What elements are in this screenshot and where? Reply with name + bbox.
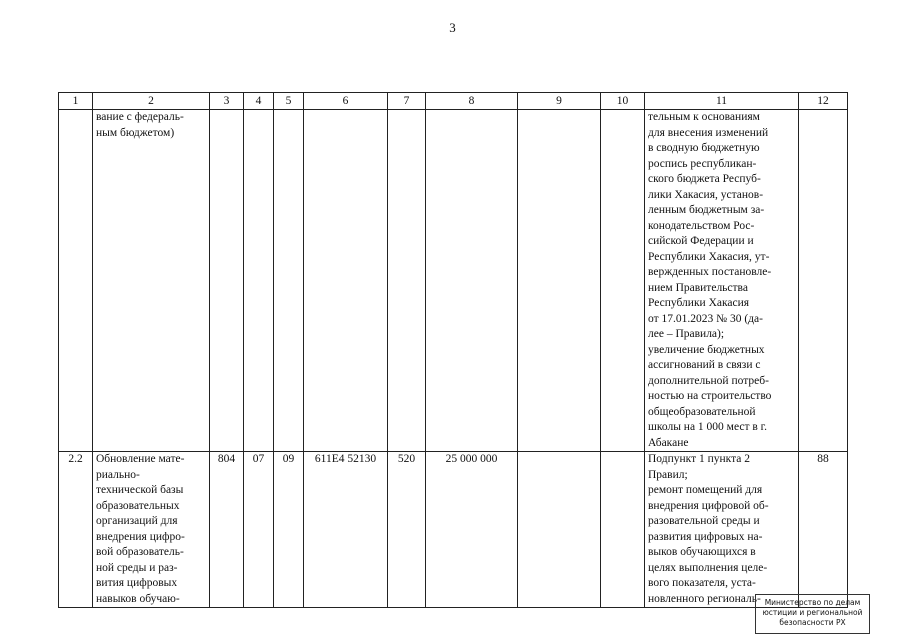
cell-amount	[426, 110, 518, 452]
cell-section	[244, 110, 274, 452]
header-row	[59, 93, 848, 110]
cell-subsection: 09	[274, 452, 304, 608]
cell-name: вание с федераль- ным бюджетом)	[93, 110, 210, 452]
cell-target-article: 611Е4 52130	[304, 452, 388, 608]
header-cell-3: 3	[210, 93, 244, 110]
header-cell-9: 9	[518, 93, 601, 110]
header-cell-4: 4	[244, 93, 274, 110]
cell-expense-type	[388, 110, 426, 452]
cell-col12: 88	[799, 452, 848, 608]
cell-col10	[601, 452, 645, 608]
cell-basis: тельным к основаниям для внесения изменений в сводную бюджетную роспись республикан- ского бюджета Респуб- лики Хакасия, установ- ленным бюджетным за- конодательством Рос- сийской Федерации и Республики Хакасия, ут- вержденных постановле- нием Правительства Республики Хакасия от 17.01.2023 № 30 (да- лее – Правила); увеличение бюджетных ассигнований в связи с дополнительной потреб- ностью на строительство общеобразовательной школы на 1 000 мест в г. Абакане	[645, 110, 799, 452]
stamp-line: юстиции и региональной	[762, 608, 863, 617]
cell-col9	[518, 110, 601, 452]
cell-target-article	[304, 110, 388, 452]
header-cell-2: 2	[93, 93, 210, 110]
table-row-continued	[59, 110, 848, 452]
cell-name: Обновление мате- риально- технической базы образовательных организаций для внедрения цифро- вой образователь- ной среды и раз- вития цифровых навыков обучаю-	[93, 452, 210, 608]
header-cell-7: 7	[388, 93, 426, 110]
registration-stamp	[755, 594, 870, 634]
cell-amount: 25 000 000	[426, 452, 518, 608]
cell-ministry-code	[210, 110, 244, 452]
cell-col10	[601, 110, 645, 452]
table-row-2-2	[59, 452, 848, 608]
header-cell-1: 1	[59, 93, 93, 110]
page-number: 3	[449, 20, 456, 35]
header-cell-6: 6	[304, 93, 388, 110]
cell-section: 07	[244, 452, 274, 608]
header-cell-10: 10	[601, 93, 645, 110]
header-cell-8: 8	[426, 93, 518, 110]
cell-subsection	[274, 110, 304, 452]
cell-col9	[518, 452, 601, 608]
stamp-line: безопасности РХ	[779, 618, 846, 627]
cell-expense-type: 520	[388, 452, 426, 608]
header-cell-5: 5	[274, 93, 304, 110]
cell-number	[59, 110, 93, 452]
cell-number: 2.2	[59, 452, 93, 608]
header-cell-11: 11	[645, 93, 799, 110]
cell-basis: Подпункт 1 пункта 2 Правил; ремонт помещений для внедрения цифровой об- разовательной среды и развития цифровых на- выков обучающихся в целях выполнения целе- вого показателя, уста- новленного региональ-	[645, 452, 799, 608]
budget-table	[58, 92, 848, 608]
header-cell-12: 12	[799, 93, 848, 110]
stamp-line: Министерство по делам	[764, 598, 861, 607]
cell-col12	[799, 110, 848, 452]
cell-ministry-code: 804	[210, 452, 244, 608]
